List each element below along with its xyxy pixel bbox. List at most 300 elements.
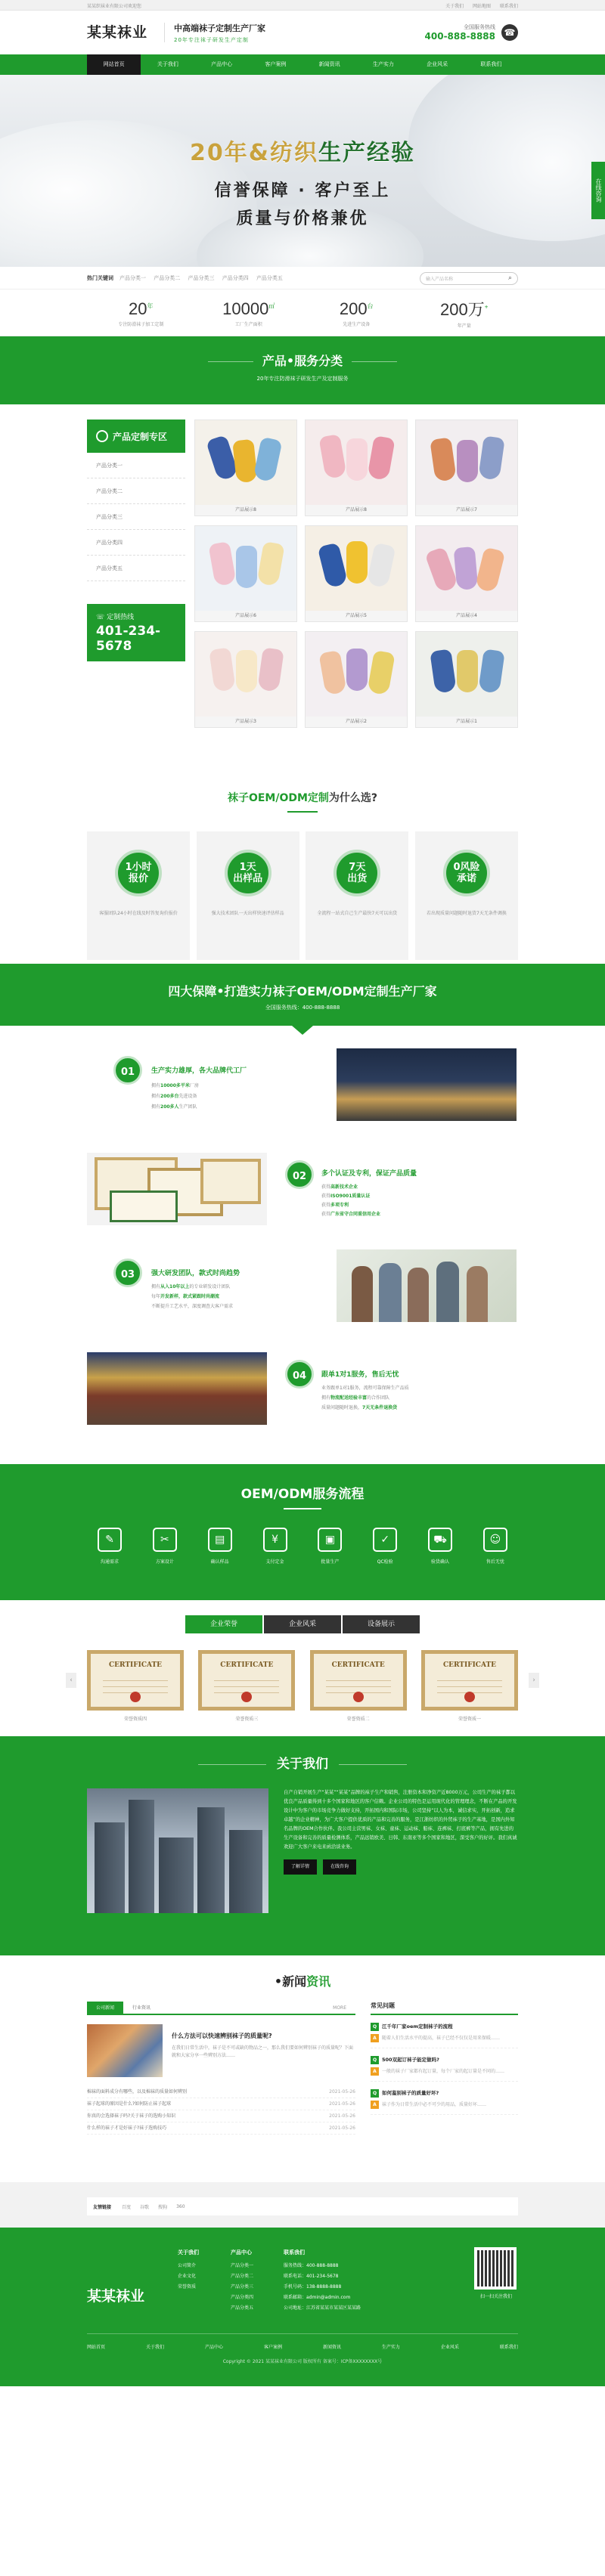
about-title: 关于我们: [0, 1736, 605, 1772]
faq-answer: 随着人们生活水平的提高，袜子已经不仅仅是用来保暖……: [382, 2036, 501, 2041]
footer-col-heading: 关于我们: [178, 2249, 199, 2256]
online-consult-tab[interactable]: 在线咨询: [591, 162, 605, 219]
footer-link[interactable]: 公司简介: [178, 2263, 197, 2268]
step-label: 方案设计: [155, 1559, 174, 1565]
search-placeholder: 输入产品名称: [426, 276, 454, 282]
friend-link[interactable]: 360: [176, 2203, 185, 2209]
chevron-left-icon[interactable]: ‹: [66, 1673, 76, 1688]
news-section: [0, 1955, 605, 2182]
title-underline: [287, 811, 318, 813]
stat-desc: 工厂生产面积: [234, 321, 262, 327]
sidebar-category[interactable]: 产品分类一: [87, 453, 185, 478]
top-link-sitemap[interactable]: 网站地图: [473, 3, 492, 9]
about-body: [87, 1788, 518, 1913]
about-text: 自产自销开展生产“某某”“某某”品牌的袜子生产和销售，注册资本和净资产近8000万元，公司生产的袜子都以优良产品质量得到十多个国家和地区的客户信赖。企业公司的特色是运用现代化的管理理念，不断在产品的开发设计中为客户的市场竞争力做好支持，开拓国内和国际市场，公司坚持“以人为本，诚信求实，开拓创新，追求卓越”的企业精神，为广大客户提供优质的产品和完善的服务，是江浙纺织的外贸袜子的生产基地，是国内外知名品牌的OEM合作伙伴。我公司主营男袜、女袜、童袜、运动袜、船袜、连裤袜、打底裤等产品，拥有先进的生产设备和完善的质量检测体系，产品远销欧美、日韩、东南亚等多个国家和地区，深受客户的好评。我们真诚欢迎广大客户来电来函洽谈业务。: [284, 1790, 517, 1850]
guarantee-row: [87, 1242, 518, 1343]
footer-link[interactable]: 荣誉资质: [178, 2284, 197, 2290]
guarantee-number: 03: [113, 1259, 142, 1287]
product-card[interactable]: [415, 631, 518, 728]
header-slogan: [174, 22, 265, 44]
footer-link[interactable]: 产品分类五: [231, 2305, 254, 2311]
stat-item: [302, 299, 411, 327]
guarantee-number: 04: [285, 1360, 314, 1389]
process-step: [142, 1528, 188, 1565]
product-grid: [194, 420, 518, 728]
learn-more-button[interactable]: 了解详情: [284, 1859, 317, 1875]
why-title: [87, 790, 518, 805]
guarantee-row: [87, 1343, 518, 1444]
nav-contact[interactable]: 联系我们: [480, 61, 502, 67]
product-image: [416, 526, 517, 611]
copyright: Copyright © 2021 某某袜业有限公司 版权所有 备案号：ICP备XXXXXXXX号: [222, 2359, 383, 2364]
hotline-label: ☏ 定制热线: [96, 614, 135, 621]
stat-number: 10000: [222, 299, 269, 318]
product-caption: 产品展示1: [416, 717, 517, 727]
nav-about[interactable]: 关于我们: [157, 61, 178, 67]
footer-contact: [284, 2247, 405, 2314]
stat-desc: 专注防滑袜子加工定制: [118, 321, 164, 327]
about-section: [0, 1736, 605, 1955]
footer-body: [87, 2228, 518, 2314]
news-body: [87, 2002, 518, 2135]
friend-link[interactable]: 谷歌: [140, 2204, 150, 2210]
faq-item[interactable]: Q 如何鉴别袜子的质量好坏? A 袜子作为日常生活中必不可少的用品，质量好坏……: [371, 2089, 518, 2115]
news-item-title: 什么样的袜子才是好袜子?袜子选购技巧: [87, 2126, 167, 2131]
list-item[interactable]: [87, 2098, 355, 2110]
why-badge-line2: 报价: [128, 873, 148, 884]
certificate-title: CERTIFICATE: [220, 1661, 274, 1669]
sidebar-title-text: 产品定制专区: [113, 431, 168, 442]
footer-nav-link[interactable]: 客户案例: [263, 2345, 282, 2350]
conference-photo: [87, 1352, 267, 1425]
list-item[interactable]: [87, 2110, 355, 2122]
main-nav: [0, 54, 605, 75]
faq-title: 常见问题: [371, 2002, 518, 2015]
site-logo[interactable]: 某某袜业: [87, 23, 165, 42]
keyword-link[interactable]: 产品分类四: [222, 275, 249, 281]
service-process: [0, 1464, 605, 1600]
why-desc: 强大技术团队一天出样快速评估样品: [211, 911, 284, 916]
nav-style[interactable]: 企业风采: [427, 61, 448, 67]
certificate-title: CERTIFICATE: [108, 1661, 163, 1669]
slogan-main: 中高端袜子定制生产厂家: [174, 23, 266, 33]
guarantee-line: 不断提升工艺水平，深度调查大客户需求: [151, 1304, 234, 1309]
search-input[interactable]: [420, 272, 518, 285]
contact-line: 联系邮箱：admin@admin.com: [284, 2295, 351, 2300]
product-caption: 产品展示8: [306, 505, 407, 516]
step-label: QC检验: [377, 1559, 393, 1565]
why-cards: [87, 831, 518, 960]
honor-tabs: [0, 1615, 605, 1633]
product-card[interactable]: [305, 420, 408, 516]
guarantee-heading: 多个认证及专利，保证产品质量: [321, 1170, 417, 1178]
why-card: [415, 831, 518, 960]
nav-cases[interactable]: 客户案例: [265, 61, 287, 67]
more-link[interactable]: MORE: [333, 2005, 346, 2011]
doc-icon: ✎: [98, 1528, 122, 1552]
process-step: [197, 1528, 243, 1565]
hero-banner: [0, 75, 605, 267]
site-footer: [0, 2228, 605, 2386]
service-icon: ☺: [483, 1528, 507, 1552]
products-section: [87, 404, 518, 756]
down-arrow-icon: [292, 1026, 313, 1035]
certificates-photo: [87, 1153, 267, 1225]
tools-icon: ✂: [153, 1528, 177, 1552]
seal-icon: [130, 1692, 141, 1702]
process-step: [362, 1528, 408, 1565]
footer-link[interactable]: 产品分类三: [231, 2284, 254, 2290]
yen-icon: ¥: [263, 1528, 287, 1552]
news-item-date: 2021-05-26: [329, 2126, 355, 2131]
contact-line: 手机号码：138-8888-8888: [284, 2284, 342, 2290]
stat-unit: 台: [367, 302, 374, 310]
check-icon: ✓: [373, 1528, 397, 1552]
certificate-carousel: [70, 1650, 535, 1722]
process-title: OEM/ODM服务流程: [240, 1487, 365, 1502]
product-caption: 产品展示2: [306, 717, 407, 727]
certificate-caption: 荣誉资质二: [346, 1717, 370, 1722]
footer-link[interactable]: 企业文化: [178, 2274, 197, 2279]
product-caption: 产品展示4: [416, 611, 517, 621]
banner-headline-a: 20年&纺织: [190, 140, 318, 166]
qr-label: 扫一扫关注我们: [479, 2294, 512, 2299]
nav-news[interactable]: 新闻资讯: [318, 61, 340, 67]
product-card[interactable]: [415, 525, 518, 622]
footer-nav-link[interactable]: 产品中心: [204, 2345, 223, 2350]
stat-item: [87, 299, 195, 327]
guarantee-row: [87, 1141, 518, 1242]
guarantee-line: 获得ISO9001质量认证: [321, 1194, 371, 1199]
step-label: 确认样品: [210, 1559, 229, 1565]
product-caption: 产品展示5: [306, 611, 407, 621]
hotline-label-text: 定制热线: [107, 614, 135, 621]
nav-home[interactable]: 网站首页: [87, 54, 141, 75]
why-badge-line2: 出货: [347, 873, 368, 884]
honor-section: [0, 1600, 605, 1736]
guarantee-line: 每年开发新样，款式紧跟时尚潮流: [151, 1294, 220, 1299]
stat-number: 20: [129, 299, 147, 318]
footer-nav: [87, 2333, 518, 2350]
why-title-b: 为什么选?: [328, 792, 378, 804]
why-desc: 若出现质量问题随时退货7天无条件调换: [427, 911, 507, 916]
news-title: •新闻资讯: [274, 1974, 331, 1989]
file-icon: ▤: [208, 1528, 232, 1552]
contact-line: 联系电话：401-234-5678: [284, 2274, 339, 2279]
guarantee-title: 四大保障•打造实力袜子OEM/ODM定制生产厂家: [168, 984, 437, 999]
step-label: 批量生产: [321, 1559, 340, 1565]
product-image: [306, 420, 407, 505]
factory-photo: [337, 1048, 517, 1121]
sidebar-category[interactable]: 产品分类四: [87, 530, 185, 556]
certificate-card[interactable]: [310, 1650, 407, 1722]
about-text-block: [284, 1788, 518, 1913]
certificate-caption: 荣誉资质一: [458, 1717, 481, 1722]
banner-headline: [0, 134, 605, 167]
chevron-right-icon[interactable]: ›: [529, 1673, 539, 1688]
stat-number: 200: [339, 299, 368, 318]
circle-icon: [96, 430, 108, 442]
team-photo: [337, 1249, 517, 1322]
keyword-link[interactable]: 产品分类五: [256, 275, 283, 281]
featured-news-image: [87, 2024, 163, 2077]
news-title-b: 资讯: [306, 1974, 331, 1989]
contact-line: 服务热线：400-888-8888: [284, 2263, 339, 2268]
stat-desc: 先进生产设备: [343, 321, 371, 327]
product-image: [306, 526, 407, 611]
why-title-a: 袜子OEM/ODM定制: [227, 792, 329, 804]
qr-code-icon: [474, 2247, 517, 2290]
process-step: [253, 1528, 298, 1565]
process-step: [87, 1528, 132, 1565]
seal-icon: [464, 1692, 475, 1702]
process-step: [417, 1528, 463, 1565]
banner-headline-b: 生产经验: [318, 140, 415, 166]
news-list: [87, 2086, 355, 2135]
certificate-card[interactable]: [87, 1650, 184, 1722]
guarantee-number: 01: [113, 1056, 142, 1085]
contact-line: 公司地址：江苏省某某市某某区某某路: [284, 2305, 361, 2311]
product-card[interactable]: [415, 420, 518, 516]
stats-strip: [0, 289, 605, 336]
guarantee-number: 02: [285, 1160, 314, 1189]
step-label: 沟通需求: [100, 1559, 119, 1565]
guarantee-line: 拥有10000多平米厂房: [151, 1083, 199, 1088]
why-badge-line1: 1天: [239, 862, 256, 873]
about-buttons: [284, 1859, 518, 1875]
truck-icon: ⛟: [428, 1528, 452, 1552]
news-list-panel: [87, 2002, 355, 2135]
news-title-a: 新闻: [282, 1974, 307, 1989]
title-underline: [284, 1508, 321, 1509]
tab-equipment[interactable]: 设备展示: [343, 1615, 420, 1633]
footer-col-about: [178, 2247, 231, 2314]
faq-question: 江千年厂家oem定制袜子的流程: [382, 2023, 453, 2030]
banner-text: [0, 134, 605, 229]
list-item[interactable]: [87, 2086, 355, 2098]
consult-button[interactable]: 在线咨询: [323, 1859, 356, 1875]
featured-news-title: 什么方法可以快速辨别袜子的质量呢?: [172, 2033, 272, 2039]
certificate-caption: 荣誉资质四: [123, 1717, 147, 1722]
footer-col-heading: 联系我们: [284, 2249, 305, 2256]
news-item-title: 你真的会选择袜子吗?关于袜子的选购小知识: [87, 2113, 176, 2119]
qr-code: [474, 2247, 518, 2314]
faq-question: 500双起订袜子能定做吗?: [382, 2057, 439, 2063]
footer-link[interactable]: 产品分类二: [231, 2274, 254, 2279]
product-caption: 产品展示6: [195, 611, 296, 621]
top-link-about[interactable]: 关于我们: [445, 3, 464, 9]
products-subtitle: 20年专注防滑袜子研发生产及定制服务: [256, 376, 349, 382]
why-badge: [115, 850, 162, 896]
hot-keywords-label: 热门关键词: [87, 275, 113, 281]
process-step: [307, 1528, 352, 1565]
tab-company-news[interactable]: 公司新闻: [87, 2002, 123, 2014]
stat-item: [411, 297, 519, 329]
custom-hotline: [87, 604, 185, 661]
why-badge: [334, 850, 380, 896]
why-badge-line2: 出样品: [233, 873, 263, 884]
guarantee-line: 质量问题随时退换，7天无条件退换货: [321, 1405, 398, 1410]
product-card[interactable]: [194, 420, 297, 516]
guarantee-line: 获得广东省守合同重信用企业: [321, 1212, 381, 1217]
certificate-title: CERTIFICATE: [442, 1661, 497, 1669]
tab-honor[interactable]: 企业荣誉: [185, 1615, 262, 1633]
hotline-number: 400-888-8888: [424, 31, 495, 42]
list-item[interactable]: [87, 2122, 355, 2135]
hotline-label: 全国服务热线: [464, 24, 495, 30]
news-item-date: 2021-05-26: [329, 2113, 355, 2119]
news-tabs: [87, 2002, 355, 2015]
guarantee-line: 获得多项专利: [321, 1203, 349, 1208]
keyword-link[interactable]: 产品分类二: [154, 275, 181, 281]
sidebar-category[interactable]: 产品分类五: [87, 556, 185, 581]
sidebar-category[interactable]: 产品分类三: [87, 504, 185, 530]
process-steps: [87, 1528, 518, 1565]
faq-question: 如何鉴别袜子的质量好坏?: [382, 2090, 439, 2096]
search-bar: [0, 267, 605, 289]
guarantee-line: 获得高新技术企业: [321, 1184, 358, 1190]
news-item-title: 袜子起球的原因是什么?如何防止袜子起球: [87, 2101, 172, 2107]
product-image: [306, 632, 407, 717]
guarantee-subtitle: 全国服务热线：400-888-8888: [265, 1005, 340, 1011]
news-item-date: 2021-05-26: [329, 2101, 355, 2107]
step-label: 支付定金: [265, 1559, 284, 1565]
certificate-caption: 荣誉资质三: [235, 1717, 259, 1722]
featured-news[interactable]: [87, 2024, 355, 2077]
product-image: [195, 420, 296, 505]
faq-panel: [371, 2002, 518, 2135]
faq-answer: 袜子作为日常生活中必不可少的用品，质量好坏……: [382, 2102, 487, 2107]
faq-answer: 一般的袜子厂家都有起订量，每个厂家的起订量是不同的……: [382, 2069, 505, 2074]
top-link-contact[interactable]: 联系我们: [499, 3, 518, 9]
footer-col-heading: 产品中心: [231, 2249, 252, 2256]
tab-industry-news[interactable]: 行业资讯: [132, 2005, 151, 2011]
tab-style[interactable]: 企业风采: [264, 1615, 341, 1633]
footer-link[interactable]: 产品分类四: [231, 2295, 254, 2300]
why-badge-line1: 7天: [349, 862, 366, 873]
nav-products[interactable]: 产品中心: [211, 61, 233, 67]
seal-icon: [241, 1692, 252, 1702]
footer-col-products: [231, 2247, 284, 2314]
product-card[interactable]: [305, 525, 408, 622]
guarantee-rows: [87, 1035, 518, 1444]
footer-nav-link[interactable]: 网站首页: [87, 2345, 106, 2350]
guarantee-heading: 强大研发团队，款式时尚趋势: [151, 1270, 240, 1277]
hot-keywords: [119, 274, 289, 282]
buildings-photo: [87, 1788, 268, 1913]
product-image: [195, 526, 296, 611]
sidebar-title: [87, 420, 185, 453]
friend-links-label: 友情链接: [93, 2204, 112, 2210]
site-header: [0, 11, 605, 54]
stat-unit: ㎡: [268, 302, 275, 310]
why-badge-line2: 承诺: [456, 873, 476, 884]
guarantee-line: 拥有从入10年以上的专业研发设计团队: [151, 1284, 231, 1290]
guarantee-row: [87, 1039, 518, 1141]
products-title: 产品•服务分类: [0, 336, 605, 369]
why-badge-line1: 0风险: [453, 862, 480, 873]
product-sidebar: [87, 420, 185, 661]
guarantee-line: 拥有200多人生产团队: [151, 1104, 197, 1110]
footer-nav-link[interactable]: 联系我们: [499, 2345, 518, 2350]
guarantee-heading: 生产实力雄厚，各大品牌代工厂: [151, 1067, 247, 1075]
guarantee-heading: 跟单1对1服务，售后无忧: [321, 1371, 399, 1379]
certificate-card[interactable]: [198, 1650, 295, 1722]
stat-item: [195, 299, 303, 327]
welcome-text: 某某织袜业有限公司欢迎您: [87, 3, 142, 9]
process-step: [473, 1528, 518, 1565]
product-image: [195, 632, 296, 717]
stat-unit: +: [484, 303, 489, 311]
guarantee-line: 拥有200多台先进设备: [151, 1094, 197, 1099]
footer-nav-link[interactable]: 生产实力: [381, 2345, 400, 2350]
footer-logo[interactable]: 某某袜业: [87, 2288, 145, 2305]
why-card: [197, 831, 299, 960]
why-badge-line1: 1小时: [125, 862, 152, 873]
why-choose-section: [0, 756, 605, 964]
why-card: [87, 831, 190, 960]
box-icon: ▣: [318, 1528, 342, 1552]
phone-icon: ☎: [501, 24, 518, 41]
keyword-link[interactable]: 产品分类一: [119, 275, 146, 281]
news-item-date: 2021-05-26: [329, 2089, 355, 2095]
product-caption: 产品展示3: [195, 717, 296, 727]
product-card[interactable]: [194, 525, 297, 622]
why-badge: [225, 850, 271, 896]
stat-number: 200万: [440, 300, 485, 319]
guarantee-header: [0, 964, 605, 1026]
product-image: [416, 632, 517, 717]
nav-strength[interactable]: 生产实力: [372, 61, 394, 67]
header-hotline: [425, 23, 518, 42]
guarantee-line: 拥有物流配送经验丰富的合作团队: [321, 1395, 390, 1401]
step-label: 售后无忧: [486, 1559, 504, 1565]
stat-unit: 年: [147, 302, 154, 310]
footer-nav-link[interactable]: 新闻资讯: [322, 2345, 341, 2350]
footer-nav-link[interactable]: 企业风采: [440, 2345, 459, 2350]
products-header: [0, 336, 605, 404]
sidebar-category[interactable]: 产品分类二: [87, 478, 185, 504]
banner-line-2: 信誉保障 · 客户至上: [214, 181, 391, 200]
faq-item[interactable]: Q 500双起订袜子能定做吗? A 一般的袜子厂家都有起订量，每个厂家的起订量是不同的……: [371, 2056, 518, 2082]
search-icon[interactable]: ⌕: [507, 274, 512, 282]
product-card[interactable]: [305, 631, 408, 728]
why-desc: 客服团队24小时在线及时答复询价报价: [99, 911, 178, 916]
footer-nav-link[interactable]: 关于我们: [145, 2345, 164, 2350]
news-item-title: 棉袜的面料成分有哪些，以及棉袜的质量如何辨别: [87, 2089, 188, 2095]
guarantee-line: 业务跟单1对1服务，流程可靠保障生产品质: [321, 1386, 409, 1391]
banner-line-3: 质量与价格兼优: [236, 209, 369, 228]
slogan-sub: 20年专注袜子研发生产定制: [174, 36, 249, 43]
keyword-link[interactable]: 产品分类三: [188, 275, 215, 281]
certificate-card[interactable]: [421, 1650, 518, 1722]
product-caption: 产品展示8: [195, 505, 296, 516]
friend-link[interactable]: 百度: [122, 2204, 132, 2210]
faq-item[interactable]: Q 江千年厂家oem定制袜子的流程 A 随着人们生活水平的提高，袜子已经不仅仅是用来保暖……: [371, 2023, 518, 2048]
certificate-title: CERTIFICATE: [331, 1661, 385, 1669]
why-desc: 全流程一站式自己生产最快7天可以出货: [317, 911, 398, 916]
product-image: [416, 420, 517, 505]
friend-link[interactable]: 搜狗: [158, 2204, 168, 2210]
featured-news-desc: 在我们日常生活中，袜子是不可或缺的物品之一，那么我们要如何辨别袜子的质量呢？下面就和大家分享一些辨别方法……: [172, 2045, 354, 2058]
top-bar: [0, 0, 605, 11]
footer-link[interactable]: 产品分类一: [231, 2263, 254, 2268]
step-label: 验货确认: [431, 1559, 450, 1565]
why-card: [306, 831, 408, 960]
product-card[interactable]: [194, 631, 297, 728]
seal-icon: [353, 1692, 364, 1702]
hotline-number: 401-234-5678: [96, 624, 161, 654]
